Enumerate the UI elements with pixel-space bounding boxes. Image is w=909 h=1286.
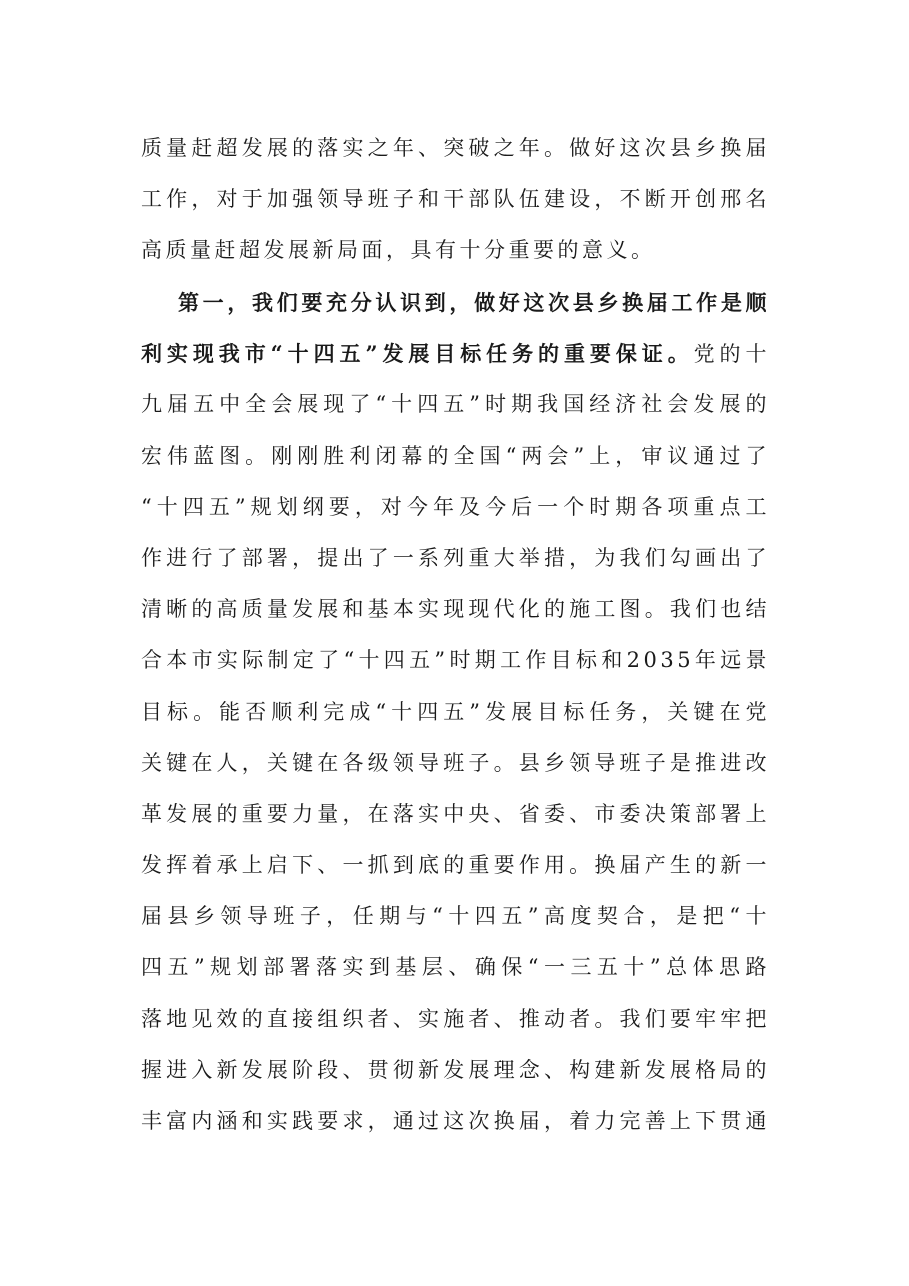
paragraph-line: 发挥着承上启下、一抓到底的重要作用。换届产生的新一 <box>141 853 770 878</box>
heading-bold-text: 利实现我市“十四五”发展目标任务的重要保证。 <box>141 341 694 367</box>
paragraph-line: 高质量赶超发展新局面，具有十分重要的意义。 <box>141 238 656 263</box>
paragraph-line: 落地见效的直接组织者、实施者、推动者。我们要牢牢把 <box>141 1006 770 1031</box>
paragraph-2 <box>141 289 770 1159</box>
paragraph-line: “十四五”规划纲要，对今年及今后一个时期各项重点工 <box>141 494 770 519</box>
paragraph-line: 关键在人，关键在各级领导班子。县乡领导班子是推进改 <box>141 750 770 775</box>
paragraph-line: 丰富内涵和实践要求，通过这次换届，着力完善上下贯通 <box>141 1109 770 1133</box>
paragraph-line: 握进入新发展阶段、贯彻新发展理念、构建新发展格局的 <box>141 1057 770 1082</box>
paragraph-line: 九届五中全会展现了“十四五”时期我国经济社会发展的 <box>141 392 770 417</box>
paragraph-line: 四五”规划部署落实到基层、确保“一三五十”总体思路 <box>141 955 770 980</box>
paragraph-line: 宏伟蓝图。刚刚胜利闭幕的全国“两会”上，审议通过了 <box>141 443 770 468</box>
heading-line: 第一，我们要充分认识到，做好这次县乡换届工作是顺 <box>178 290 770 315</box>
paragraph-line: 质量赶超发展的落实之年、突破之年。做好这次县乡换届 <box>141 136 770 160</box>
paragraph-line: 工作，对于加强领导班子和干部队伍建设，不断开创邢名 <box>141 187 770 212</box>
paragraph-line: 革发展的重要力量，在落实中央、省委、市委决策部署上 <box>141 801 770 826</box>
paragraph-line: 清晰的高质量发展和基本实现现代化的施工图。我们也结 <box>141 597 770 622</box>
paragraph-line: 届县乡领导班子，任期与“十四五”高度契合，是把“十 <box>141 904 770 929</box>
paragraph-1 <box>141 135 770 289</box>
paragraph-line: 合本市实际制定了“十四五”时期工作目标和2035年远景 <box>141 648 770 673</box>
heading-line-mixed <box>141 340 770 367</box>
heading-rest-text: 党的十 <box>693 342 770 367</box>
paragraph-line: 作进行了部署，提出了一系列重大举措，为我们勾画出了 <box>141 545 770 570</box>
paragraph-line: 目标。能否顺利完成“十四五”发展目标任务，关键在党 <box>141 699 770 724</box>
